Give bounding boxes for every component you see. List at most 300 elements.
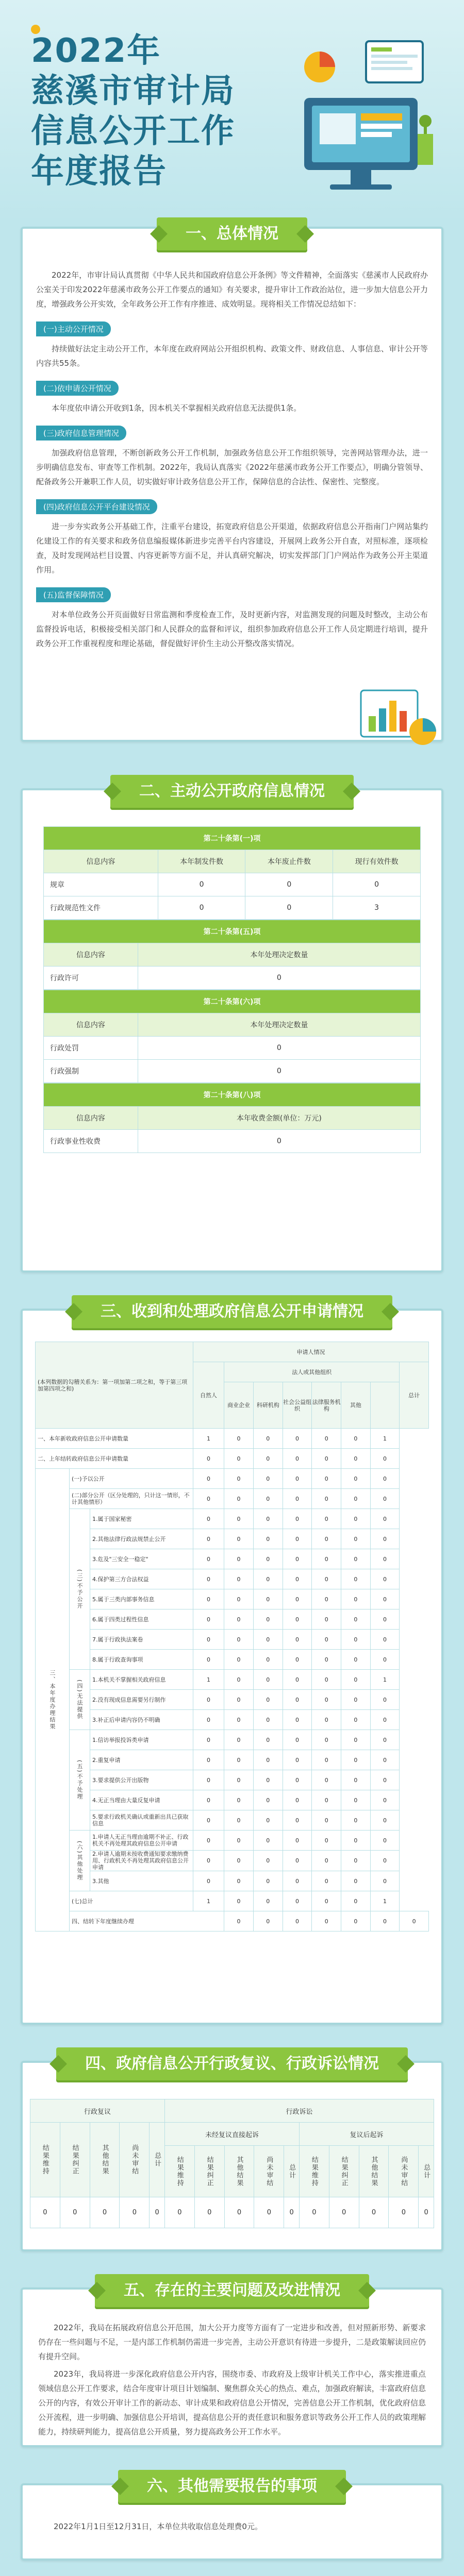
row0-val-4: 0 [312, 1429, 341, 1449]
review-val-9: 0 [284, 2197, 300, 2228]
open-val-6: 0 [370, 1469, 399, 1489]
noopen-3-val-6: 0 [370, 1569, 399, 1589]
noopen-3-val-4: 0 [312, 1569, 341, 1589]
art20-6-r0c1: 0 [138, 1037, 420, 1060]
review-val-7: 0 [224, 2197, 254, 2228]
art20-5-h1: 本年处理决定数量 [138, 943, 420, 967]
nohandle-2-val-5: 0 [341, 1770, 371, 1790]
row1-val-3: 0 [283, 1449, 312, 1469]
nohandle-4-val-3: 0 [283, 1810, 312, 1831]
cannot-item-0: 1.本机关不掌握相关政府信息 [90, 1670, 193, 1690]
carry-val-4: 0 [341, 1911, 371, 1931]
review-val-1: 0 [60, 2197, 90, 2228]
table-row [36, 1589, 429, 1609]
nohandle-1-val-4: 0 [312, 1750, 341, 1770]
noopen-label: (三)不予公开 [70, 1509, 90, 1670]
noopen-item-7: 8.属于行政查询事项 [90, 1650, 193, 1670]
nohandle-0-val-5: 0 [341, 1730, 371, 1750]
nohandle-2-val-2: 0 [253, 1770, 283, 1790]
art20-1-h1: 本年制发件数 [158, 850, 245, 873]
legal-col-other: 其他 [341, 1382, 371, 1429]
afterreview-col-1: 结果纠正 [329, 2146, 359, 2197]
afterreview-col-3: 尚未审结 [389, 2146, 419, 2197]
noopen-2-val-3: 0 [283, 1549, 312, 1569]
table-row [36, 1630, 429, 1650]
cannot-1-val-1: 0 [224, 1690, 254, 1710]
nohandle-item-0: 1.信访举报投诉类申请 [90, 1730, 193, 1750]
table-row [36, 1911, 429, 1931]
noopen-6-val-1: 0 [224, 1630, 254, 1650]
cannot-1-val-4: 0 [312, 1690, 341, 1710]
cannot-2-val-4: 0 [312, 1710, 341, 1730]
art20-6-r1c0: 行政强制 [44, 1060, 138, 1083]
legal-col-public: 社会公益组织 [283, 1382, 312, 1429]
noopen-item-6: 7.属于行政执法案卷 [90, 1630, 193, 1650]
nohandle-4-val-4: 0 [312, 1810, 341, 1831]
noopen-4-val-3: 0 [283, 1589, 312, 1609]
art20-1-title: 第二十条第(一)项 [44, 827, 421, 850]
review-val-5: 0 [164, 2197, 194, 2228]
noopen-6-val-6: 0 [370, 1630, 399, 1650]
noreview-col-3: 尚未审结 [254, 2146, 284, 2197]
art20-8-h0: 信息内容 [44, 1107, 138, 1130]
overview-text-4: 进一步夯实政务公开基础工作，注重平台建设，拓宽政府信息公开渠道，依据政府信息公开指南门户网站集约化建设工作的有关要求和政务信息编报媒体新进步完善平台内容建设，开展网上政务公开自查，对照标准，逐项检查，及时发现网站栏目设置、内容更新等方面不足，并认真研究解决，切实发挥部门门户网站作为政务公开主渠道作用。 [36, 522, 428, 574]
nohandle-2-val-0: 0 [193, 1770, 224, 1790]
noopen-5-val-1: 0 [224, 1609, 254, 1630]
after-review-header: 复议后起诉 [299, 2123, 434, 2146]
natural-person-header: 自然人 [193, 1362, 224, 1429]
other-2-val-3: 0 [283, 1871, 312, 1891]
other-2-val-6: 0 [370, 1871, 399, 1891]
art20-1-r0c2: 0 [245, 873, 333, 896]
row1-val-0: 0 [193, 1449, 224, 1469]
table-row [36, 1891, 429, 1911]
legal-col-law: 法律服务机构 [312, 1382, 341, 1429]
article20-item5-table [43, 920, 421, 990]
section-2-heading: 二、主动公开政府信息情况 [110, 775, 354, 808]
nohandle-2-val-1: 0 [224, 1770, 254, 1790]
noopen-2-val-2: 0 [253, 1549, 283, 1569]
table-row [36, 1851, 429, 1871]
nohandle-0-val-1: 0 [224, 1730, 254, 1750]
review-values-row [30, 2197, 434, 2228]
nohandle-1-val-1: 0 [224, 1750, 254, 1770]
overview-subtitle-3: (三)政府信息管理情况 [36, 426, 126, 440]
art20-6-r0c0: 行政处罚 [44, 1037, 138, 1060]
cannot-1-val-3: 0 [283, 1690, 312, 1710]
art20-5-r0c0: 行政许可 [44, 967, 138, 990]
art20-6-r1c1: 0 [138, 1060, 420, 1083]
review-val-10: 0 [299, 2197, 329, 2228]
open-val-0: 0 [193, 1469, 224, 1489]
noopen-6-val-2: 0 [253, 1630, 283, 1650]
table-row [36, 1650, 429, 1670]
art20-1-r1c0: 行政规范性文件 [44, 896, 158, 920]
noopen-5-val-6: 0 [370, 1609, 399, 1630]
review-header: 行政复议 [30, 2099, 165, 2123]
cannot-label: (四)无法提供 [70, 1670, 90, 1730]
cannot-0-val-4: 0 [312, 1670, 341, 1690]
report-title [31, 31, 235, 192]
art20-1-h2: 本年废止件数 [245, 850, 333, 873]
noopen-7-val-4: 0 [312, 1650, 341, 1670]
part-val-1: 0 [224, 1489, 254, 1509]
noopen-1-val-5: 0 [341, 1529, 371, 1549]
noopen-4-val-4: 0 [312, 1589, 341, 1609]
table-row [36, 1449, 429, 1469]
noopen-0-val-0: 0 [193, 1509, 224, 1529]
noopen-2-val-4: 0 [312, 1549, 341, 1569]
part-val-0: 0 [193, 1489, 224, 1509]
nohandle-4-val-0: 0 [193, 1810, 224, 1831]
cannot-2-val-1: 0 [224, 1710, 254, 1730]
cannot-0-val-6: 1 [370, 1670, 399, 1690]
cannot-2-val-5: 0 [341, 1710, 371, 1730]
row0-val-1: 0 [224, 1429, 254, 1449]
row-label: 一、本年新收政府信息公开申请数量 [36, 1429, 193, 1449]
other-0-val-1: 0 [224, 1831, 254, 1851]
other-2-val-0: 0 [193, 1871, 224, 1891]
nohandle-3-val-6: 0 [370, 1790, 399, 1810]
open-val-4: 0 [312, 1469, 341, 1489]
legal-col-research: 科研机构 [253, 1382, 283, 1429]
cannot-2-val-2: 0 [253, 1710, 283, 1730]
review-val-8: 0 [254, 2197, 284, 2228]
nohandle-3-val-1: 0 [224, 1790, 254, 1810]
row0-val-5: 0 [341, 1429, 371, 1449]
art20-1-h0: 信息内容 [44, 850, 158, 873]
art20-1-h3: 现行有效件数 [333, 850, 421, 873]
carry-val-1: 0 [253, 1911, 283, 1931]
sum-val-2: 0 [253, 1891, 283, 1911]
nohandle-1-val-5: 0 [341, 1750, 371, 1770]
section-5-heading: 五、存在的主要问题及改进情况 [95, 2274, 369, 2307]
nohandle-0-val-2: 0 [253, 1730, 283, 1750]
other-item-2: 3.其他 [90, 1871, 193, 1891]
other-2-val-1: 0 [224, 1871, 254, 1891]
table-row [36, 1750, 429, 1770]
noopen-2-val-5: 0 [341, 1549, 371, 1569]
cannot-2-val-6: 0 [370, 1710, 399, 1730]
part-val-6: 0 [370, 1489, 399, 1509]
cannot-0-val-2: 0 [253, 1670, 283, 1690]
table-row [36, 1810, 429, 1831]
other-item-0: 1.申请人无正当理由逾期不补正、行政机关不再处理其政府信息公开申请 [90, 1831, 193, 1851]
overview-subtitle-2: (二)依申请公开情况 [36, 381, 119, 396]
table-row [36, 1549, 429, 1569]
other-1-val-6: 0 [370, 1851, 399, 1871]
review-val-3: 0 [120, 2197, 150, 2228]
art20-5-title: 第二十条第(五)项 [44, 920, 421, 943]
nohandle-1-val-0: 0 [193, 1750, 224, 1770]
art20-6-title: 第二十条第(六)项 [44, 990, 421, 1013]
row0-val-0: 1 [193, 1429, 224, 1449]
other-0-val-6: 0 [370, 1831, 399, 1851]
carry-val-0: 0 [224, 1911, 254, 1931]
noopen-4-val-2: 0 [253, 1589, 283, 1609]
section-6-heading: 六、其他需要报告的事项 [118, 2470, 346, 2503]
table-row [36, 1770, 429, 1790]
noopen-4-val-1: 0 [224, 1589, 254, 1609]
noopen-7-val-3: 0 [283, 1650, 312, 1670]
part-val-2: 0 [253, 1489, 283, 1509]
cannot-2-val-3: 0 [283, 1710, 312, 1730]
table-corner-note: (本列数据的勾稽关系为：第一项加第二项之和，等于第三项加第四项之和) [36, 1342, 193, 1429]
art20-5-h0: 信息内容 [44, 943, 138, 967]
review-val-4: 0 [150, 2197, 165, 2228]
other-1-val-0: 0 [193, 1851, 224, 1871]
article20-item1-table [43, 826, 421, 920]
cannot-1-val-6: 0 [370, 1690, 399, 1710]
afterreview-col-0: 结果维持 [299, 2146, 329, 2197]
noopen-5-val-2: 0 [253, 1609, 283, 1630]
review-val-13: 0 [389, 2197, 419, 2228]
overview-text-1: 持续做好法定主动公开工作，本年度在政府网站公开组织机构、政策文件、财政信息、人事信息、审计公开等内容共55条。 [36, 344, 428, 368]
noopen-2-val-0: 0 [193, 1549, 224, 1569]
nohandle-2-val-6: 0 [370, 1770, 399, 1790]
title-line-1: 2022年 [31, 32, 161, 70]
carry-val-6: 0 [400, 1911, 429, 1931]
part-val-3: 0 [283, 1489, 312, 1509]
noopen-6-val-3: 0 [283, 1630, 312, 1650]
nohandle-3-val-4: 0 [312, 1790, 341, 1810]
other-label: (六)其他处理 [70, 1831, 90, 1891]
overview-subtitle-5: (五)监督保障情况 [36, 587, 111, 602]
art20-5-r0c1: 0 [138, 967, 420, 990]
noopen-0-val-6: 0 [370, 1509, 399, 1529]
noopen-3-val-2: 0 [253, 1569, 283, 1589]
nohandle-item-3: 4.无正当理由大量反复申请 [90, 1790, 193, 1810]
row-open: (一)予以公开 [70, 1469, 193, 1489]
art20-1-r0c3: 0 [333, 873, 421, 896]
noreview-col-0: 结果维持 [164, 2146, 194, 2197]
row-carry: 四、结转下年度继续办理 [70, 1911, 224, 1931]
noopen-7-val-0: 0 [193, 1650, 224, 1670]
art20-6-h1: 本年处理决定数量 [138, 1013, 420, 1037]
cannot-1-val-2: 0 [253, 1690, 283, 1710]
noopen-5-val-3: 0 [283, 1609, 312, 1630]
noopen-item-3: 4.保护第三方合法权益 [90, 1569, 193, 1589]
nohandle-3-val-2: 0 [253, 1790, 283, 1810]
open-val-5: 0 [341, 1469, 371, 1489]
noopen-item-0: 1.属于国家秘密 [90, 1509, 193, 1529]
table-row [36, 1489, 429, 1509]
nohandle-4-val-6: 0 [370, 1810, 399, 1831]
table-row [36, 1710, 429, 1730]
noopen-1-val-6: 0 [370, 1529, 399, 1549]
nohandle-0-val-6: 0 [370, 1730, 399, 1750]
nohandle-item-2: 3.要求提供公开出版物 [90, 1770, 193, 1790]
cannot-item-1: 2.没有现成信息需要另行制作 [90, 1690, 193, 1710]
section-overview-body [36, 268, 428, 654]
afterreview-col-2: 其他结果 [359, 2146, 389, 2197]
part-val-5: 0 [341, 1489, 371, 1509]
section-other-panel [21, 2477, 443, 2561]
review-val-14: 0 [419, 2197, 434, 2228]
noopen-3-val-5: 0 [341, 1569, 371, 1589]
article20-item8-table [43, 1083, 421, 1153]
review-val-12: 0 [359, 2197, 389, 2228]
no-review-header: 未经复议直接起诉 [164, 2123, 299, 2146]
cannot-item-2: 3.补正后申请内容仍不明确 [90, 1710, 193, 1730]
art20-8-r0c1: 0 [138, 1130, 420, 1153]
art20-1-r1c2: 0 [245, 896, 333, 920]
overview-intro: 2022年，市审计局认真贯彻《中华人民共和国政府信息公开条例》等文件精神，全面落实《慈溪市人民政府办公室关于印发2022年慈溪市政务公开工作要点的通知》有关要求，提升审计工作政治站位，进一步加大信息公开力度，增强政务公开实效，全年政务公开工作有序推进、成效明显。现将相关工作情况总结如下： [36, 270, 428, 309]
total-header: 总计 [400, 1362, 429, 1429]
table-row [36, 1569, 429, 1589]
carry-val-5: 0 [370, 1911, 399, 1931]
noopen-3-val-3: 0 [283, 1569, 312, 1589]
table-row [36, 1831, 429, 1851]
sum-val-6: 1 [370, 1891, 399, 1911]
section-issues-panel [21, 2281, 443, 2447]
noopen-5-val-5: 0 [341, 1609, 371, 1630]
applications-table [35, 1342, 429, 1931]
noopen-0-val-1: 0 [224, 1509, 254, 1529]
noopen-item-2: 3.危及"三安全一稳定" [90, 1549, 193, 1569]
nohandle-1-val-6: 0 [370, 1750, 399, 1770]
other-1-val-5: 0 [341, 1851, 371, 1871]
cannot-2-val-0: 0 [193, 1710, 224, 1730]
table-row [36, 1469, 429, 1489]
noopen-item-5: 6.属于四类过程性信息 [90, 1609, 193, 1630]
section-active-disclosure-panel [21, 782, 443, 1273]
other-item-1: 2.申请人逾期未按收费通知要求缴纳费用、行政机关不再处理其政府信息公开申请 [90, 1851, 193, 1871]
art20-8-h1: 本年收费金额(单位：万元) [138, 1107, 420, 1130]
art20-6-h0: 信息内容 [44, 1013, 138, 1037]
art20-1-r0c0: 规章 [44, 873, 158, 896]
other-1-val-1: 0 [224, 1851, 254, 1871]
noopen-0-val-2: 0 [253, 1509, 283, 1529]
title-line-3: 信息公开工作 [31, 112, 235, 150]
cannot-1-val-5: 0 [341, 1690, 371, 1710]
nohandle-4-val-5: 0 [341, 1810, 371, 1831]
legal-col-commercial: 商业企业 [224, 1382, 254, 1429]
review-col-0: 结果维持 [30, 2123, 60, 2197]
review-val-11: 0 [329, 2197, 359, 2228]
noopen-0-val-3: 0 [283, 1509, 312, 1529]
noopen-7-val-5: 0 [341, 1650, 371, 1670]
noopen-1-val-4: 0 [312, 1529, 341, 1549]
other-1-val-4: 0 [312, 1851, 341, 1871]
row1-val-5: 0 [341, 1449, 371, 1469]
nohandle-0-val-3: 0 [283, 1730, 312, 1750]
review-col-3: 尚未审结 [120, 2123, 150, 2197]
section-review-panel [21, 2055, 443, 2251]
article20-item6-table [43, 990, 421, 1083]
row0-val-3: 0 [283, 1429, 312, 1449]
result-group-label: 三、本年度办理结果 [36, 1469, 70, 1931]
review-col-1: 结果纠正 [60, 2123, 90, 2197]
applicant-header: 申请人情况 [193, 1342, 428, 1362]
title-line-4: 年度报告 [31, 152, 167, 191]
chart-decoration-icon [356, 680, 438, 752]
noopen-1-val-2: 0 [253, 1529, 283, 1549]
open-val-2: 0 [253, 1469, 283, 1489]
open-val-3: 0 [283, 1469, 312, 1489]
row0-val-2: 0 [253, 1429, 283, 1449]
other-0-val-0: 0 [193, 1831, 224, 1851]
cannot-0-val-5: 0 [341, 1670, 371, 1690]
office-illustration-icon [289, 21, 443, 196]
nohandle-3-val-5: 0 [341, 1790, 371, 1810]
noopen-0-val-5: 0 [341, 1509, 371, 1529]
table-row [36, 1529, 429, 1549]
nohandle-item-4: 5.要求行政机关确认或重新出具已获取信息 [90, 1810, 193, 1831]
nohandle-3-val-3: 0 [283, 1790, 312, 1810]
overview-text-2: 本年度依申请公开收到1条，因本机关不掌握相关政府信息无法提供1条。 [52, 403, 302, 413]
other-0-val-4: 0 [312, 1831, 341, 1851]
nohandle-4-val-1: 0 [224, 1810, 254, 1831]
row1-val-1: 0 [224, 1449, 254, 1469]
noopen-3-val-0: 0 [193, 1569, 224, 1589]
section-applications-panel [21, 1302, 443, 2025]
table-row [36, 1790, 429, 1810]
nohandle-label: (五)不予处理 [70, 1730, 90, 1831]
row1-val-4: 0 [312, 1449, 341, 1469]
other-2-val-4: 0 [312, 1871, 341, 1891]
noopen-1-val-0: 0 [193, 1529, 224, 1549]
review-col-4: 总计 [150, 2123, 165, 2197]
art20-1-r0c1: 0 [158, 873, 245, 896]
noopen-7-val-6: 0 [370, 1650, 399, 1670]
section-1-heading: 一、总体情况 [157, 217, 307, 250]
art20-8-r0c0: 行政事业性收费 [44, 1130, 138, 1153]
sum-val-0: 1 [193, 1891, 224, 1911]
row-label: 二、上年结转政府信息公开申请数量 [36, 1449, 193, 1469]
noreview-col-1: 结果纠正 [194, 2146, 224, 2197]
noopen-0-val-4: 0 [312, 1509, 341, 1529]
noopen-2-val-1: 0 [224, 1549, 254, 1569]
other-0-val-2: 0 [253, 1831, 283, 1851]
noopen-6-val-5: 0 [341, 1630, 371, 1650]
art20-1-r1c3: 3 [333, 896, 421, 920]
legal-entity-header: 法人或其他组织 [224, 1362, 400, 1382]
sum-val-1: 0 [224, 1891, 254, 1911]
overview-subtitle-1: (一)主动公开情况 [36, 321, 111, 336]
legal-col-blank [370, 1382, 399, 1429]
other-2-val-5: 0 [341, 1871, 371, 1891]
review-val-6: 0 [194, 2197, 224, 2228]
noopen-1-val-1: 0 [224, 1529, 254, 1549]
noreview-col-4: 总计 [284, 2146, 300, 2197]
table-row [36, 1670, 429, 1690]
row-sum: (七)总计 [70, 1891, 193, 1911]
noopen-5-val-4: 0 [312, 1609, 341, 1630]
section-4-heading: 四、政府信息公开行政复议、行政诉讼情况 [56, 2047, 408, 2080]
table-row [36, 1609, 429, 1630]
cannot-1-val-0: 0 [193, 1690, 224, 1710]
nohandle-0-val-0: 0 [193, 1730, 224, 1750]
nohandle-4-val-2: 0 [253, 1810, 283, 1831]
noopen-1-val-3: 0 [283, 1529, 312, 1549]
art20-1-r1c1: 0 [158, 896, 245, 920]
sum-val-3: 0 [283, 1891, 312, 1911]
noopen-5-val-0: 0 [193, 1609, 224, 1630]
cannot-0-val-3: 0 [283, 1670, 312, 1690]
nohandle-2-val-3: 0 [283, 1770, 312, 1790]
row1-val-6: 0 [370, 1449, 399, 1469]
open-val-1: 0 [224, 1469, 254, 1489]
section-3-heading: 三、收到和处理政府信息公开申请情况 [72, 1295, 392, 1328]
issues-para-2: 2023年，我局将进一步深化政府信息公开内容，围绕市委、市政府及上级审计机关工作中心，落实推进重点领域信息公开工作要求，结合年度审计项目计划编制、聚焦群众关心的热点、难点，加强政府解读，丰富政府信息公开的内容，有效公开审计工作的新动态、审计成果和政府信息公开情况，完善信息公开工作机制，优化政府信息公开流程，进一步明确、加强信息公开培训，提高信息公开的责任意识和服务意识等政务公开工作人员的政策理解能力，持续研判能力，提高信息公开质量，努力提高政务公开工作水平。 [38, 2369, 426, 2436]
nohandle-1-val-3: 0 [283, 1750, 312, 1770]
noopen-7-val-1: 0 [224, 1650, 254, 1670]
noopen-4-val-6: 0 [370, 1589, 399, 1609]
nohandle-0-val-4: 0 [312, 1730, 341, 1750]
carry-val-2: 0 [283, 1911, 312, 1931]
noopen-4-val-5: 0 [341, 1589, 371, 1609]
